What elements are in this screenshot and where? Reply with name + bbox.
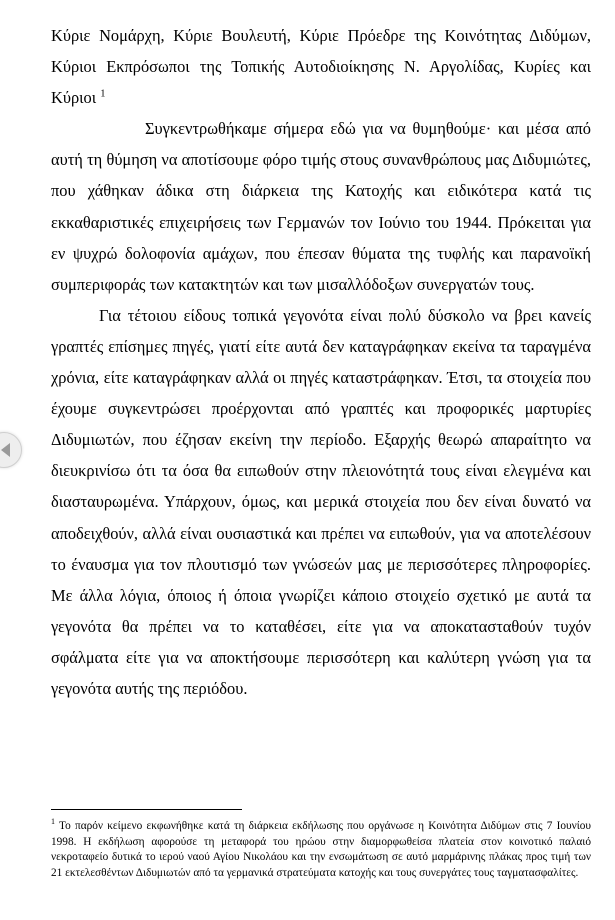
footnote-marker: 1 (51, 817, 55, 827)
body-paragraph-2: Για τέτοιου είδους τοπικά γεγονότα είναι πολύ δύσκολο να βρει κανείς γραπτές επίσημες πηγές, γιατί είτε αυτά δεν καταγράφηκαν εκείνα τα ταραγμένα χρόνια, είτε καταγράφηκαν αλλά οι πηγές καταστράφηκαν. Έτσι, τα στοιχεία που έχουμε συγκεντρώσει προέρχονται από γραπτές και προφορικές μαρτυρίες Διδυμιωτών, που έζησαν εκείνη την περίοδο. Εξαρχής θεωρώ απαραίτητο να διευκρινίσω ότι τα όσα θα ειπωθούν στην πλειονότητά τους είναι ελεγμένα και διασταυρωμένα. Υπάρχουν, όμως, και μερικά στοιχεία που δεν είναι δυνατό να αποδειχθούν, αλλά είναι ουσιαστικά και πρέπει να ειπωθούν, για να αποτελέσουν το έναυσμα για τον πλουτισμό των γνώσεών μας με περισσότερες πληροφορίες. Με άλλα λόγια, όποιος ή όποια γνωρίζει κάποιο στοιχείο σχετικό με αυτά τα γεγονότα θα πρέπει να το καταθέσει, είτε για να αποκατασταθούν τυχόν σφάλματα είτε για να αποκτήσουμε περισσότερη και καλύτερη γνώση για τα γεγονότα αυτής της περιόδου. (51, 305, 591, 698)
greeting-text: Κύριε Νομάρχη, Κύριε Βουλευτή, Κύριε Πρόεδρε της Κοινότητας Διδύμων, Κύριοι Εκπρόσωποι της Τοπικής Αυτοδιοίκησης Ν. Αργολίδας, Κυρίες και Κύριοι (51, 26, 591, 108)
footnote-reference[interactable]: 1 (100, 88, 106, 100)
footnote-separator (51, 809, 242, 810)
body-paragraph-1: Συγκεντρωθήκαμε σήμερα εδώ για να θυμηθούμε· και μέσα από αυτή τη θύμηση να αποτίσουμε φόρο τιμής στους συνανθρώπους μας Διδυμιώτες, που χάθηκαν άδικα στη διάρκεια της Κατοχής και ειδικότερα κατά τις εκκαθαριστικές επιχειρήσεις των Γερμανών τον Ιούνιο του 1944. Πρόκειται για εν ψυχρώ δολοφονία αμάχων, που έπεσαν θύματα της τυφλής και παρανοϊκή συμπεριφοράς των κατακτητών και των μισαλλόδοξων συνεργατών τους. (51, 119, 591, 294)
greeting-paragraph (51, 20, 591, 113)
footnote-text: Το παρόν κείμενο εκφωνήθηκε κατά τη διάρκεια εκδήλωσης που οργάνωσε η Κοινότητα Διδύμων στις 7 Ιουνίου 1998. Η εκδήλωση αφορούσε τη μεταφορά του ηρώου στην διαμορφωθείσα πλατεία στον κοινοτικό παλαιό νεκροταφείο δυτικά το ιερού ναού Αγίου Νικολάου και την ενσωμάτωση σε αυτό μαρμάρινης πλάκας προς τιμή των 21 εκτελεσθέντων Διδυμιωτών από τα γερμανικά στρατεύματα κατοχής και τους συνεργάτες τους ταγματασφαλίτες. (51, 820, 591, 879)
chevron-left-icon (1, 443, 10, 457)
footnote (51, 819, 591, 881)
previous-page-button[interactable] (0, 432, 22, 468)
document-body (51, 20, 591, 704)
